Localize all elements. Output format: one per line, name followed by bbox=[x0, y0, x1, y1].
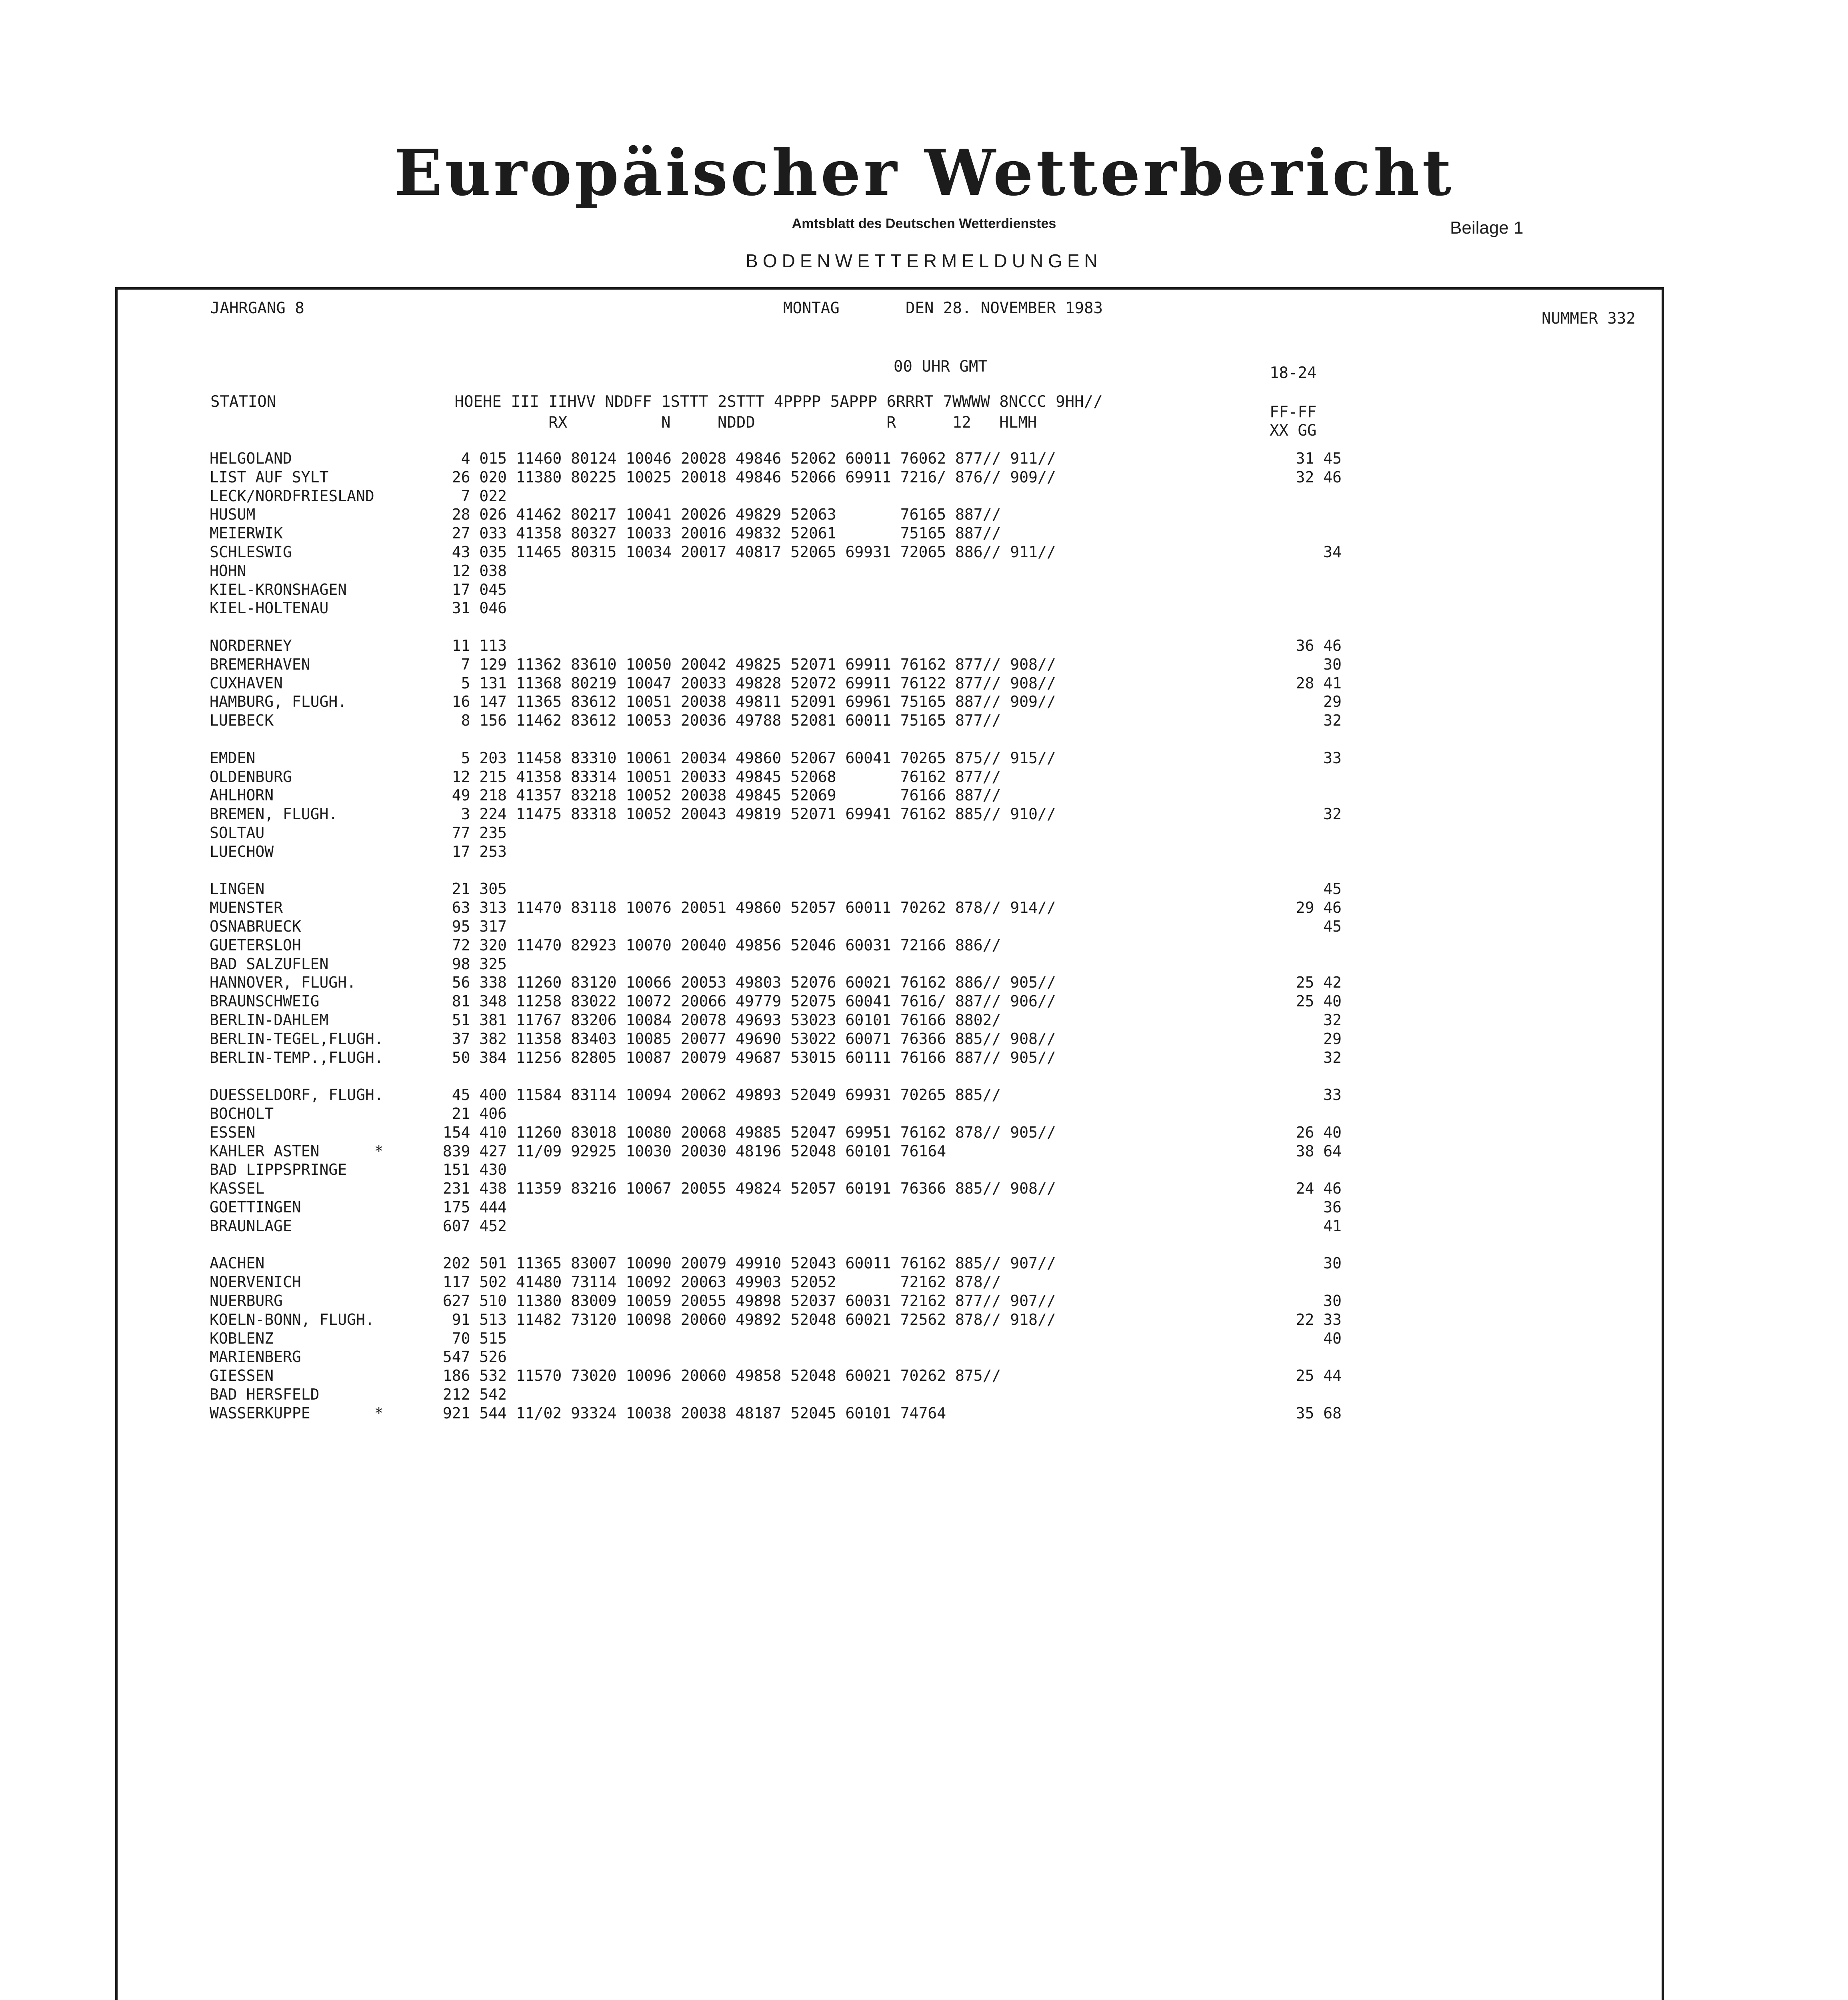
station-codes: 72 320 11470 82923 10070 20040 49856 52046 60031 72166 886// bbox=[434, 936, 1001, 954]
wind-header-line-2: XX GG bbox=[1270, 422, 1317, 440]
station-name: NUERBURG bbox=[210, 1292, 283, 1310]
report-subtitle: Amtsblatt des Deutschen Wetterdienstes bbox=[792, 216, 1056, 231]
station-codes: 175 444 bbox=[434, 1198, 507, 1216]
station-name: MUENSTER bbox=[210, 899, 283, 917]
report-table-frame bbox=[115, 287, 1664, 2000]
station-codes: 50 384 11256 82805 10087 20079 49687 53015 60111 76166 887// 905// bbox=[434, 1048, 1056, 1066]
station-wind: 35 68 bbox=[1296, 1404, 1342, 1422]
station-name: LUEBECK bbox=[210, 712, 274, 730]
station-name: SCHLESWIG bbox=[210, 543, 292, 561]
station-codes: 186 532 11570 73020 10096 20060 49858 52048 60021 70262 875// bbox=[434, 1367, 1001, 1385]
station-name: BAD SALZUFLEN bbox=[210, 955, 329, 973]
station-name: NORDERNEY bbox=[210, 637, 292, 654]
station-wind: 28 41 bbox=[1296, 674, 1342, 692]
station-wind: 33 bbox=[1323, 1086, 1342, 1104]
station-name: HUSUM bbox=[210, 506, 256, 524]
station-name: HELGOLAND bbox=[210, 450, 292, 467]
station-name: BOCHOLT bbox=[210, 1105, 274, 1122]
station-codes: 117 502 41480 73114 10092 20063 49903 52052 72162 878// bbox=[434, 1273, 1001, 1291]
date-label: DEN 28. NOVEMBER 1983 bbox=[906, 299, 1103, 317]
station-wind: 30 bbox=[1323, 1254, 1342, 1272]
station-name: WASSERKUPPE * bbox=[210, 1404, 384, 1422]
station-name: BAD LIPPSPRINGE bbox=[210, 1161, 347, 1179]
station-wind: 25 44 bbox=[1296, 1367, 1342, 1385]
station-codes: 37 382 11358 83403 10085 20077 49690 53022 60071 76366 885// 908// bbox=[434, 1030, 1056, 1048]
station-codes: 212 542 bbox=[434, 1386, 507, 1403]
station-codes: 547 526 bbox=[434, 1348, 507, 1366]
station-name: BERLIN-DAHLEM bbox=[210, 1011, 329, 1029]
station-name: NOERVENICH bbox=[210, 1273, 301, 1291]
station-wind: 32 bbox=[1323, 712, 1342, 730]
station-wind: 22 33 bbox=[1296, 1310, 1342, 1328]
station-wind: 24 46 bbox=[1296, 1180, 1342, 1198]
report-title: Europäischer Wetterbericht bbox=[394, 136, 1454, 210]
station-codes: 21 406 bbox=[434, 1105, 507, 1122]
station-codes: 70 515 bbox=[434, 1329, 507, 1347]
supplement-label: Beilage 1 bbox=[1450, 218, 1524, 238]
station-wind: 36 bbox=[1323, 1198, 1342, 1216]
station-name: HAMBURG, FLUGH. bbox=[210, 693, 347, 711]
station-name: BERLIN-TEMP.,FLUGH. bbox=[210, 1048, 384, 1066]
station-codes: 202 501 11365 83007 10090 20079 49910 52043 60011 76162 885// 907// bbox=[434, 1254, 1056, 1272]
station-wind: 32 bbox=[1323, 1048, 1342, 1066]
station-codes: 77 235 bbox=[434, 824, 507, 842]
station-codes: 31 046 bbox=[434, 599, 507, 617]
station-wind: 36 46 bbox=[1296, 637, 1342, 654]
station-codes: 21 305 bbox=[434, 880, 507, 898]
station-name: BAD HERSFELD bbox=[210, 1386, 320, 1403]
station-name: CUXHAVEN bbox=[210, 674, 283, 692]
station-wind: 34 bbox=[1323, 543, 1342, 561]
station-wind: 33 bbox=[1323, 749, 1342, 767]
station-codes: 7 129 11362 83610 10050 20042 49825 52071 69911 76162 877// 908// bbox=[434, 655, 1056, 673]
station-name: OLDENBURG bbox=[210, 768, 292, 786]
issue-number: NUMMER 332 bbox=[1542, 310, 1636, 328]
volume-label: JAHRGANG 8 bbox=[210, 299, 304, 317]
station-name: GUETERSLOH bbox=[210, 936, 301, 954]
station-codes: 56 338 11260 83120 10066 20053 49803 52076 60021 76162 886// 905// bbox=[434, 974, 1056, 992]
station-wind: 40 bbox=[1323, 1329, 1342, 1347]
station-name: HANNOVER, FLUGH. bbox=[210, 974, 356, 992]
station-codes: 43 035 11465 80315 10034 20017 40817 52065 69931 72065 886// 911// bbox=[434, 543, 1056, 561]
station-wind: 29 bbox=[1323, 693, 1342, 711]
station-name: MEIERWIK bbox=[210, 524, 283, 542]
station-codes: 45 400 11584 83114 10094 20062 49893 52049 69931 70265 885// bbox=[434, 1086, 1001, 1104]
station-wind: 30 bbox=[1323, 1292, 1342, 1310]
station-codes: 17 253 bbox=[434, 842, 507, 860]
station-wind: 32 bbox=[1323, 1011, 1342, 1029]
station-name: BREMEN, FLUGH. bbox=[210, 805, 338, 823]
station-codes: 91 513 11482 73120 10098 20060 49892 52048 60021 72562 878// 918// bbox=[434, 1310, 1056, 1328]
station-name: KAHLER ASTEN * bbox=[210, 1142, 384, 1160]
station-wind: 25 42 bbox=[1296, 974, 1342, 992]
section-title: BODENWETTERMELDUNGEN bbox=[746, 250, 1102, 271]
station-codes: 8 156 11462 83612 10053 20036 49788 52081 60011 75165 877// bbox=[434, 712, 1001, 730]
station-name: BRAUNLAGE bbox=[210, 1217, 292, 1235]
wind-header-line-1: FF-FF bbox=[1270, 403, 1317, 421]
station-codes: 63 313 11470 83118 10076 20051 49860 52057 60011 70262 878// 914// bbox=[434, 899, 1056, 917]
column-header-line-2: RX N NDDD R 12 HLMH bbox=[210, 414, 1037, 432]
station-name: BERLIN-TEGEL,FLUGH. bbox=[210, 1030, 384, 1048]
station-codes: 98 325 bbox=[434, 955, 507, 973]
station-name: SOLTAU bbox=[210, 824, 265, 842]
station-codes: 154 410 11260 83018 10080 20068 49885 52047 69951 76162 878// 905// bbox=[434, 1123, 1056, 1141]
station-name: BREMERHAVEN bbox=[210, 655, 310, 673]
station-name: KIEL-HOLTENAU bbox=[210, 599, 329, 617]
station-codes: 7 022 bbox=[434, 487, 507, 505]
station-name: AHLHORN bbox=[210, 786, 274, 804]
station-name: OSNABRUECK bbox=[210, 918, 301, 935]
station-wind: 41 bbox=[1323, 1217, 1342, 1235]
wind-range: 18-24 bbox=[1270, 364, 1317, 382]
station-codes: 16 147 11365 83612 10051 20038 49811 52091 69961 75165 887// 909// bbox=[434, 693, 1056, 711]
station-name: KOELN-BONN, FLUGH. bbox=[210, 1310, 374, 1328]
station-codes: 151 430 bbox=[434, 1161, 507, 1179]
station-codes: 28 026 41462 80217 10041 20026 49829 52063 76165 887// bbox=[434, 506, 1001, 524]
station-codes: 607 452 bbox=[434, 1217, 507, 1235]
station-wind: 29 bbox=[1323, 1030, 1342, 1048]
station-codes: 17 045 bbox=[434, 580, 507, 598]
station-name: MARIENBERG bbox=[210, 1348, 301, 1366]
station-name: DUESSELDORF, FLUGH. bbox=[210, 1086, 384, 1104]
station-codes: 12 038 bbox=[434, 562, 507, 580]
station-name: GIESSEN bbox=[210, 1367, 274, 1385]
station-wind: 30 bbox=[1323, 655, 1342, 673]
station-codes: 95 317 bbox=[434, 918, 507, 935]
station-codes: 627 510 11380 83009 10059 20055 49898 52037 60031 72162 877// 907// bbox=[434, 1292, 1056, 1310]
station-name: LECK/NORDFRIESLAND bbox=[210, 487, 374, 505]
station-name: GOETTINGEN bbox=[210, 1198, 301, 1216]
station-name: KASSEL bbox=[210, 1180, 265, 1198]
station-name: KIEL-KRONSHAGEN bbox=[210, 580, 347, 598]
station-name: EMDEN bbox=[210, 749, 256, 767]
station-wind: 32 46 bbox=[1296, 468, 1342, 486]
column-header-line-1: STATION HOEHE III IIHVV NDDFF 1STTT 2STTT 4PPPP 5APPP 6RRRT 7WWWW 8NCCC 9HH// bbox=[210, 393, 1103, 411]
station-codes: 12 215 41358 83314 10051 20033 49845 52068 76162 877// bbox=[434, 768, 1001, 786]
station-codes: 5 203 11458 83310 10061 20034 49860 52067 60041 70265 875// 915// bbox=[434, 749, 1056, 767]
weekday-label: MONTAG bbox=[783, 299, 840, 317]
station-wind: 38 64 bbox=[1296, 1142, 1342, 1160]
station-name: LUECHOW bbox=[210, 842, 274, 860]
station-codes: 3 224 11475 83318 10052 20043 49819 52071 69941 76162 885// 910// bbox=[434, 805, 1056, 823]
station-codes: 4 015 11460 80124 10046 20028 49846 52062 60011 76062 877// 911// bbox=[434, 450, 1056, 467]
station-codes: 921 544 11/02 93324 10038 20038 48187 52045 60101 74764 bbox=[434, 1404, 946, 1422]
station-codes: 11 113 bbox=[434, 637, 507, 654]
station-name: BRAUNSCHWEIG bbox=[210, 992, 320, 1010]
station-wind: 26 40 bbox=[1296, 1123, 1342, 1141]
station-codes: 27 033 41358 80327 10033 20016 49832 52061 75165 887// bbox=[434, 524, 1001, 542]
station-codes: 5 131 11368 80219 10047 20033 49828 52072 69911 76122 877// 908// bbox=[434, 674, 1056, 692]
station-codes: 81 348 11258 83022 10072 20066 49779 52075 60041 7616/ 887// 906// bbox=[434, 992, 1056, 1010]
station-wind: 45 bbox=[1323, 880, 1342, 898]
station-name: HOHN bbox=[210, 562, 246, 580]
observation-time: 00 UHR GMT bbox=[894, 358, 988, 376]
station-wind: 32 bbox=[1323, 805, 1342, 823]
station-wind: 45 bbox=[1323, 918, 1342, 935]
station-wind: 29 46 bbox=[1296, 899, 1342, 917]
station-name: LIST AUF SYLT bbox=[210, 468, 329, 486]
station-wind: 25 40 bbox=[1296, 992, 1342, 1010]
station-codes: 231 438 11359 83216 10067 20055 49824 52057 60191 76366 885// 908// bbox=[434, 1180, 1056, 1198]
station-codes: 839 427 11/09 92925 10030 20030 48196 52048 60101 76164 bbox=[434, 1142, 946, 1160]
station-name: ESSEN bbox=[210, 1123, 256, 1141]
station-wind: 31 45 bbox=[1296, 450, 1342, 467]
station-name: LINGEN bbox=[210, 880, 265, 898]
station-codes: 51 381 11767 83206 10084 20078 49693 53023 60101 76166 8802/ bbox=[434, 1011, 1001, 1029]
station-codes: 49 218 41357 83218 10052 20038 49845 52069 76166 887// bbox=[434, 786, 1001, 804]
station-codes: 26 020 11380 80225 10025 20018 49846 52066 69911 7216/ 876// 909// bbox=[434, 468, 1056, 486]
station-name: AACHEN bbox=[210, 1254, 265, 1272]
station-name: KOBLENZ bbox=[210, 1329, 274, 1347]
